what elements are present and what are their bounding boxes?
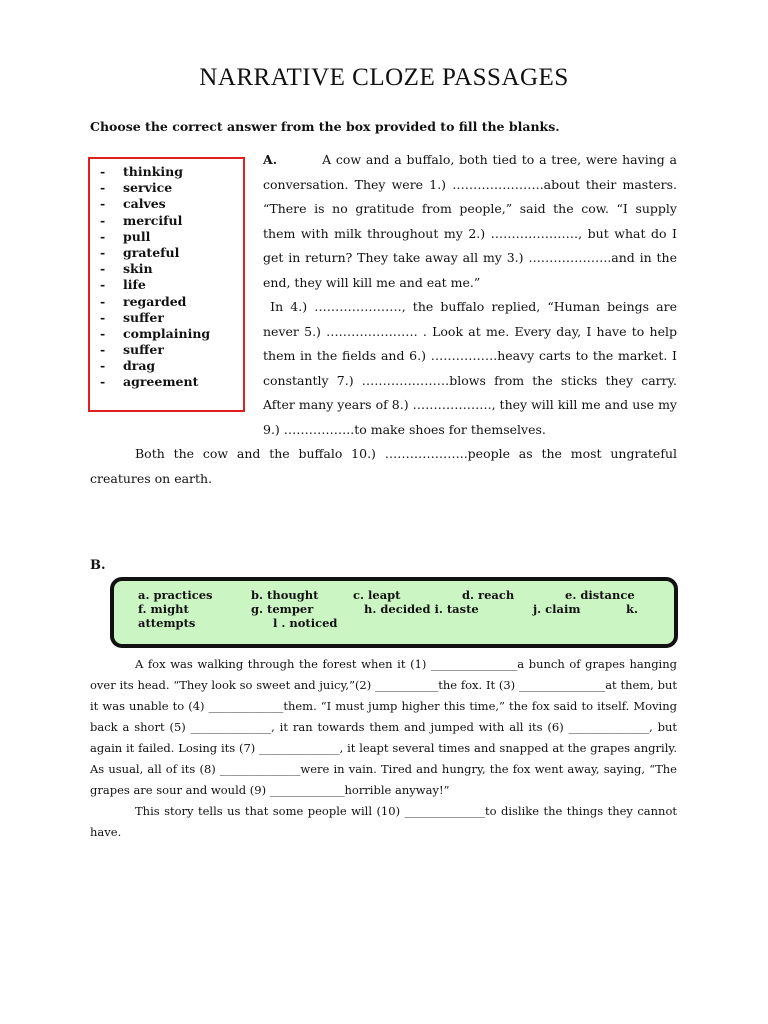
option-item: c. leapt — [353, 588, 401, 602]
word-item: - suffer — [100, 342, 164, 358]
bullet-dash: - — [100, 196, 106, 212]
option-item: b. thought — [251, 588, 319, 602]
section-a-label: A. — [263, 152, 278, 167]
bullet-dash: - — [100, 244, 106, 260]
bullet-dash: - — [100, 309, 106, 325]
option-item: j. claim — [533, 602, 581, 616]
word-item: - service — [100, 180, 173, 196]
word-item: - skin — [100, 261, 153, 277]
word-item: - thinking — [100, 164, 183, 179]
option-item: k. — [626, 602, 638, 616]
passage-a-paragraph-3: Both the cow and the buffalo 10.) ………………..people as the most ungrateful creatures on earth. — [90, 446, 677, 486]
bullet-dash: - — [100, 261, 106, 277]
bullet-dash: - — [100, 358, 106, 374]
word-item: - drag — [100, 358, 156, 374]
passage-a-paragraph-1: A. A cow and a buffalo, both tied to a tree, were having a conversation. They were 1.) ………………….about their masters. “There is no gratitude from people,” said the cow. “I supply them with milk throughout my 2.) …………………, but what do I get in return? They take away all my 3.) ………………..and in the end, they will kill me and eat me.” — [263, 152, 677, 290]
option-item: h. decided i. taste — [364, 602, 479, 616]
bullet-dash: - — [100, 342, 106, 358]
word-item: - calves — [100, 196, 166, 212]
word-item: - complaining — [100, 325, 211, 341]
bullet-dash: - — [100, 374, 106, 390]
option-item: e. distance — [565, 588, 635, 602]
bullet-dash: - — [100, 325, 106, 341]
passage-b-paragraph-1: A fox was walking through the forest when it (1) _______________a bunch of grapes hanging over its head. “They look so sweet and juicy,”(2) ___________the fox. It (3) _______________at them, but it was unable to (4) _____________them. “I must jump higher this time,” the fox said to itself. Moving back a short (5) ______________, it ran towards them and jumped with all its (6) ______________, but again it failed. Losing its (7) ______________, it leapt several times and snapped at the grapes angrily. As usual, all of its (8) ______________were in vain. Tired and hungry, the fox went away, saying, “The grapes are sour and would (9) _____________horrible anyway!” — [90, 657, 677, 797]
option-item: attempts — [138, 616, 196, 630]
page-title: NARRATIVE CLOZE PASSAGES — [199, 64, 569, 91]
word-item: - life — [100, 277, 146, 293]
option-item: g. temper — [251, 602, 314, 616]
bullet-dash: - — [100, 164, 106, 179]
bullet-dash: - — [100, 277, 106, 293]
passage-b — [90, 654, 677, 843]
option-item: a. practices — [138, 588, 213, 602]
instructions: Choose the correct answer from the box provided to fill the blanks. — [90, 119, 560, 134]
option-item: f. might — [138, 602, 189, 616]
options-box — [110, 577, 678, 648]
bullet-dash: - — [100, 180, 106, 196]
option-item: l . noticed — [273, 616, 338, 630]
word-item: - agreement — [100, 374, 199, 390]
bullet-dash: - — [100, 293, 106, 309]
word-item: - merciful — [100, 212, 183, 228]
word-item: - pull — [100, 228, 151, 244]
word-box-spacer — [90, 148, 263, 418]
passage-b-paragraph-2: This story tells us that some people will (10) ______________to dislike the things they cannot have. — [90, 804, 677, 839]
passage-a — [90, 148, 677, 491]
passage-a-paragraph-2: In 4.) …………………, the buffalo replied, “Human beings are never 5.) …………………. . Look at me. Every day, I have to help them in the fields and 6.) …………….heavy carts to the market. I constantly 7.) …………………blows from the sticks they carry. After many years of 8.) ………………., they will kill me and use my 9.) ……………..to make shoes for themselves. — [263, 299, 677, 437]
word-item: - grateful — [100, 244, 180, 260]
section-b-label: B. — [90, 558, 106, 573]
word-item: - suffer — [100, 309, 164, 325]
word-item: - regarded — [100, 293, 187, 309]
bullet-dash: - — [100, 212, 106, 228]
bullet-dash: - — [100, 228, 106, 244]
option-item: d. reach — [462, 588, 515, 602]
